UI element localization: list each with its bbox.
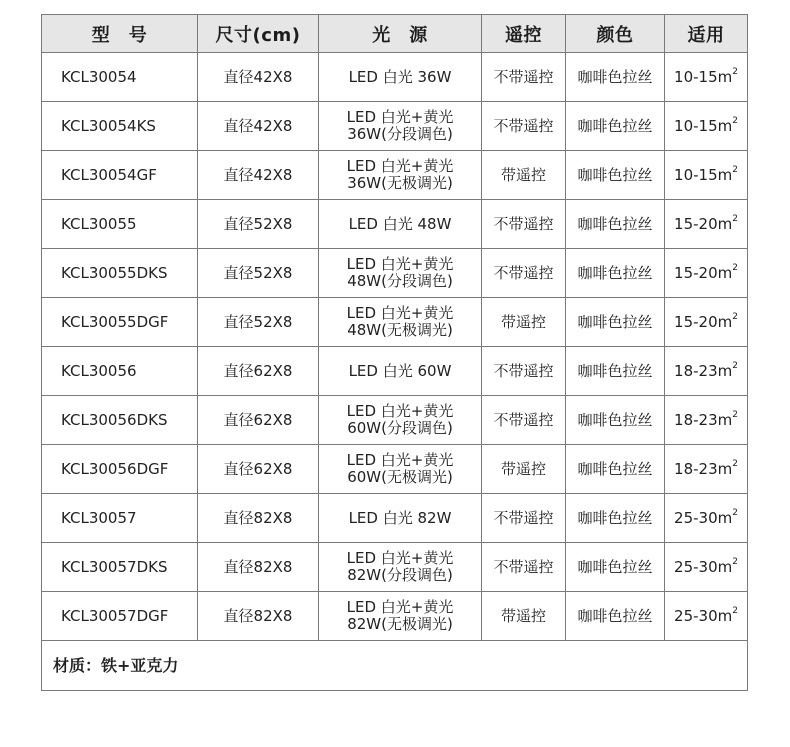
remote-cell: 不带遥控 xyxy=(482,347,566,396)
light-source-cell xyxy=(319,298,482,347)
area-cell xyxy=(665,200,748,249)
area-value: 15-20m xyxy=(674,215,733,233)
light-source-line1: LED 白光+黄光 xyxy=(346,157,454,175)
light-source-line1: LED 白光 36W xyxy=(348,67,452,86)
model-cell: KCL30055DKS xyxy=(42,249,198,298)
area-value: 10-15m xyxy=(674,117,733,135)
area-value: 18-23m xyxy=(674,411,733,429)
header-light-source: 光 源 xyxy=(319,15,482,53)
area-cell xyxy=(665,347,748,396)
model-cell: KCL30057DGF xyxy=(42,592,198,641)
light-source-line2: 60W(无极调光) xyxy=(347,468,453,486)
remote-cell: 不带遥控 xyxy=(482,53,566,102)
area-unit-superscript: 2 xyxy=(732,263,738,273)
area-value: 25-30m xyxy=(674,607,733,625)
light-source-cell xyxy=(319,543,482,592)
light-source-line1: LED 白光+黄光 xyxy=(346,304,454,322)
model-cell: KCL30057 xyxy=(42,494,198,543)
area-value: 25-30m xyxy=(674,509,733,527)
size-cell: 直径52X8 xyxy=(198,298,319,347)
light-source-cell xyxy=(319,200,482,249)
model-cell: KCL30056DKS xyxy=(42,396,198,445)
color-cell: 咖啡色拉丝 xyxy=(566,200,665,249)
light-source-cell xyxy=(319,53,482,102)
model-cell: KCL30054 xyxy=(42,53,198,102)
model-cell: KCL30055DGF xyxy=(42,298,198,347)
light-source-line1: LED 白光+黄光 xyxy=(346,598,454,616)
model-cell: KCL30054KS xyxy=(42,102,198,151)
area-cell xyxy=(665,53,748,102)
light-source-line2: 48W(无极调光) xyxy=(347,321,453,339)
color-cell: 咖啡色拉丝 xyxy=(566,543,665,592)
color-cell: 咖啡色拉丝 xyxy=(566,298,665,347)
table-row xyxy=(42,151,748,200)
table-row xyxy=(42,53,748,102)
light-source-cell xyxy=(319,249,482,298)
area-cell xyxy=(665,494,748,543)
area-cell xyxy=(665,543,748,592)
area-unit-superscript: 2 xyxy=(732,67,738,77)
size-cell: 直径52X8 xyxy=(198,200,319,249)
area-cell xyxy=(665,151,748,200)
remote-cell: 带遥控 xyxy=(482,445,566,494)
table-row xyxy=(42,102,748,151)
light-source-line2: 36W(分段调色) xyxy=(347,125,453,143)
table-body xyxy=(42,53,748,691)
area-unit-superscript: 2 xyxy=(732,361,738,371)
model-cell: KCL30055 xyxy=(42,200,198,249)
light-source-cell xyxy=(319,102,482,151)
header-area: 适用 xyxy=(665,15,748,53)
area-unit-superscript: 2 xyxy=(732,606,738,616)
color-cell: 咖啡色拉丝 xyxy=(566,592,665,641)
area-value: 10-15m xyxy=(674,68,733,86)
table-row xyxy=(42,249,748,298)
light-source-cell xyxy=(319,445,482,494)
table-row xyxy=(42,396,748,445)
color-cell: 咖啡色拉丝 xyxy=(566,445,665,494)
light-source-cell xyxy=(319,592,482,641)
light-source-cell xyxy=(319,347,482,396)
area-unit-superscript: 2 xyxy=(732,459,738,469)
light-source-line1: LED 白光+黄光 xyxy=(346,402,454,420)
size-cell: 直径82X8 xyxy=(198,592,319,641)
remote-cell: 不带遥控 xyxy=(482,200,566,249)
table-row xyxy=(42,298,748,347)
size-cell: 直径42X8 xyxy=(198,102,319,151)
light-source-cell xyxy=(319,396,482,445)
color-cell: 咖啡色拉丝 xyxy=(566,53,665,102)
light-source-line2: 36W(无极调光) xyxy=(347,174,453,192)
area-unit-superscript: 2 xyxy=(732,312,738,322)
size-cell: 直径52X8 xyxy=(198,249,319,298)
area-unit-superscript: 2 xyxy=(732,557,738,567)
size-cell: 直径62X8 xyxy=(198,445,319,494)
table-row xyxy=(42,543,748,592)
light-source-line1: LED 白光+黄光 xyxy=(346,451,454,469)
table-row xyxy=(42,445,748,494)
size-cell: 直径82X8 xyxy=(198,494,319,543)
spec-table xyxy=(41,14,748,691)
area-cell xyxy=(665,298,748,347)
area-unit-superscript: 2 xyxy=(732,508,738,518)
header-remote: 遥控 xyxy=(482,15,566,53)
table-row xyxy=(42,592,748,641)
light-source-line1: LED 白光+黄光 xyxy=(346,255,454,273)
model-cell: KCL30056 xyxy=(42,347,198,396)
header-model: 型 号 xyxy=(42,15,198,53)
header-row xyxy=(42,15,748,53)
area-cell xyxy=(665,592,748,641)
color-cell: 咖啡色拉丝 xyxy=(566,347,665,396)
size-cell: 直径42X8 xyxy=(198,53,319,102)
remote-cell: 带遥控 xyxy=(482,298,566,347)
light-source-line1: LED 白光+黄光 xyxy=(346,549,454,567)
area-value: 18-23m xyxy=(674,460,733,478)
color-cell: 咖啡色拉丝 xyxy=(566,494,665,543)
color-cell: 咖啡色拉丝 xyxy=(566,102,665,151)
area-unit-superscript: 2 xyxy=(732,410,738,420)
light-source-cell xyxy=(319,151,482,200)
remote-cell: 带遥控 xyxy=(482,151,566,200)
area-value: 25-30m xyxy=(674,558,733,576)
light-source-cell xyxy=(319,494,482,543)
area-cell xyxy=(665,102,748,151)
light-source-line1: LED 白光 60W xyxy=(348,361,452,380)
color-cell: 咖啡色拉丝 xyxy=(566,396,665,445)
area-unit-superscript: 2 xyxy=(732,165,738,175)
color-cell: 咖啡色拉丝 xyxy=(566,151,665,200)
area-value: 15-20m xyxy=(674,313,733,331)
light-source-line1: LED 白光 48W xyxy=(348,214,452,233)
table-row xyxy=(42,347,748,396)
remote-cell: 不带遥控 xyxy=(482,494,566,543)
remote-cell: 不带遥控 xyxy=(482,543,566,592)
area-unit-superscript: 2 xyxy=(732,116,738,126)
model-cell: KCL30056DGF xyxy=(42,445,198,494)
area-value: 18-23m xyxy=(674,362,733,380)
area-value: 15-20m xyxy=(674,264,733,282)
area-unit-superscript: 2 xyxy=(732,214,738,224)
size-cell: 直径42X8 xyxy=(198,151,319,200)
size-cell: 直径82X8 xyxy=(198,543,319,592)
light-source-line2: 82W(分段调色) xyxy=(347,566,453,584)
remote-cell: 不带遥控 xyxy=(482,249,566,298)
remote-cell: 带遥控 xyxy=(482,592,566,641)
material-note: 材质：铁+亚克力 xyxy=(42,641,748,691)
model-cell: KCL30057DKS xyxy=(42,543,198,592)
size-cell: 直径62X8 xyxy=(198,347,319,396)
model-cell: KCL30054GF xyxy=(42,151,198,200)
color-cell: 咖啡色拉丝 xyxy=(566,249,665,298)
light-source-line2: 60W(分段调色) xyxy=(347,419,453,437)
light-source-line1: LED 白光+黄光 xyxy=(346,108,454,126)
area-cell xyxy=(665,396,748,445)
header-color: 颜色 xyxy=(566,15,665,53)
table-row xyxy=(42,200,748,249)
light-source-line1: LED 白光 82W xyxy=(348,508,452,527)
area-cell xyxy=(665,445,748,494)
remote-cell: 不带遥控 xyxy=(482,396,566,445)
area-value: 10-15m xyxy=(674,166,733,184)
table-row xyxy=(42,494,748,543)
area-cell xyxy=(665,249,748,298)
light-source-line2: 82W(无极调光) xyxy=(347,615,453,633)
header-size: 尺寸(cm) xyxy=(198,15,319,53)
light-source-line2: 48W(分段调色) xyxy=(347,272,453,290)
remote-cell: 不带遥控 xyxy=(482,102,566,151)
material-row xyxy=(42,641,748,691)
size-cell: 直径62X8 xyxy=(198,396,319,445)
